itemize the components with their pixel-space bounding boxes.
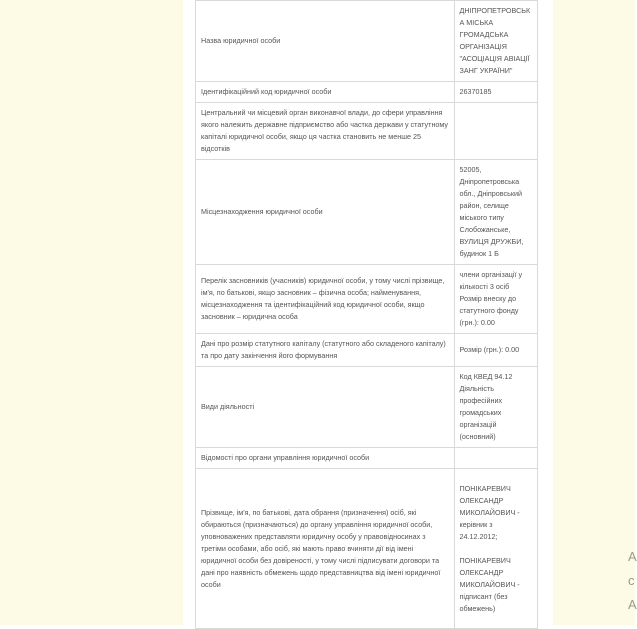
row-label: Місцезнаходження юридичної особи <box>196 160 455 265</box>
row-label: Перелік засновників (учасників) юридичної особи, у тому числі прізвище, ім'я, по батькові, якщо засновник – фізична особа; найменування, місцезнаходження та ідентифікаційний код юридичної особи, якщо засновник – юридична особа <box>196 265 455 334</box>
row-value: 52005, Дніпропетровська обл., Дніпровський район, селище міського типу Слобожанське, ВУЛИЦЯ ДРУЖБИ, будинок 1 Б <box>454 160 538 265</box>
table-row-activities <box>196 367 538 448</box>
table-row-management-bodies <box>196 448 538 469</box>
row-value <box>454 103 538 160</box>
row-label: Види діяльності <box>196 367 455 448</box>
row-value: ДНІПРОПЕТРОВСЬКА МІСЬКА ГРОМАДСЬКА ОРГАНІЗАЦІЯ "АСОЦІАЦІЯ АВІАЦІЇ ЗАНГ УКРАЇНИ" <box>454 1 538 82</box>
table-row-governing-authority <box>196 103 538 160</box>
table-row-identification-code <box>196 82 538 103</box>
left-page-margin <box>0 0 183 625</box>
row-value: Код КВЕД 94.12 Діяльність професійних громадських організацій (основний) <box>454 367 538 448</box>
record-content <box>183 0 553 625</box>
table-row-founders <box>196 265 538 334</box>
table-row-location <box>196 160 538 265</box>
row-value: Розмір (грн.): 0.00 <box>454 334 538 367</box>
row-value: 26370185 <box>454 82 538 103</box>
table-row-representatives <box>196 469 538 629</box>
row-value: ПОНІКАРЕВИЧ ОЛЕКСАНДР МИКОЛАЙОВИЧ - керівник з 24.12.2012; ПОНІКАРЕВИЧ ОЛЕКСАНДР МИКОЛАЙОВИЧ - підписант (без обмежень) <box>454 469 538 629</box>
row-label: Прізвище, ім'я, по батькові, дата обрання (призначення) осіб, які обираються (призначаються) до органу управління юридичної особи, уповноважених представляти юридичну особу у правовідносинах з третіми особами, або осіб, які мають право вчиняти дії від імені юридичної особи без довіреності, у тому числі підписувати договори та дані про наявність обмежень щодо представництва від імені юридичної особи <box>196 469 455 629</box>
row-label: Центральний чи місцевий орган виконавчої влади, до сфери управління якого належить державне підприємство або частка держави у статутному капіталі юридичної особи, якщо ця частка становить не менше 25 відсотків <box>196 103 455 160</box>
row-value <box>454 448 538 469</box>
row-value: члени організації у кількості 3 осіб Розмір внеску до статутного фонду (грн.): 0.00 <box>454 265 538 334</box>
row-label: Ідентифікаційний код юридичної особи <box>196 82 455 103</box>
table-row-authorized-capital <box>196 334 538 367</box>
table-row-entity-name <box>196 1 538 82</box>
cut-off-edge-text: Α c A <box>628 549 637 612</box>
row-label: Назва юридичної особи <box>196 1 455 82</box>
row-label: Дані про розмір статутного капіталу (статутного або складеного капіталу) та про дату закінчення його формування <box>196 334 455 367</box>
legal-entity-info-table <box>195 0 538 629</box>
right-page-margin <box>553 0 635 625</box>
row-label: Відомості про органи управління юридичної особи <box>196 448 455 469</box>
